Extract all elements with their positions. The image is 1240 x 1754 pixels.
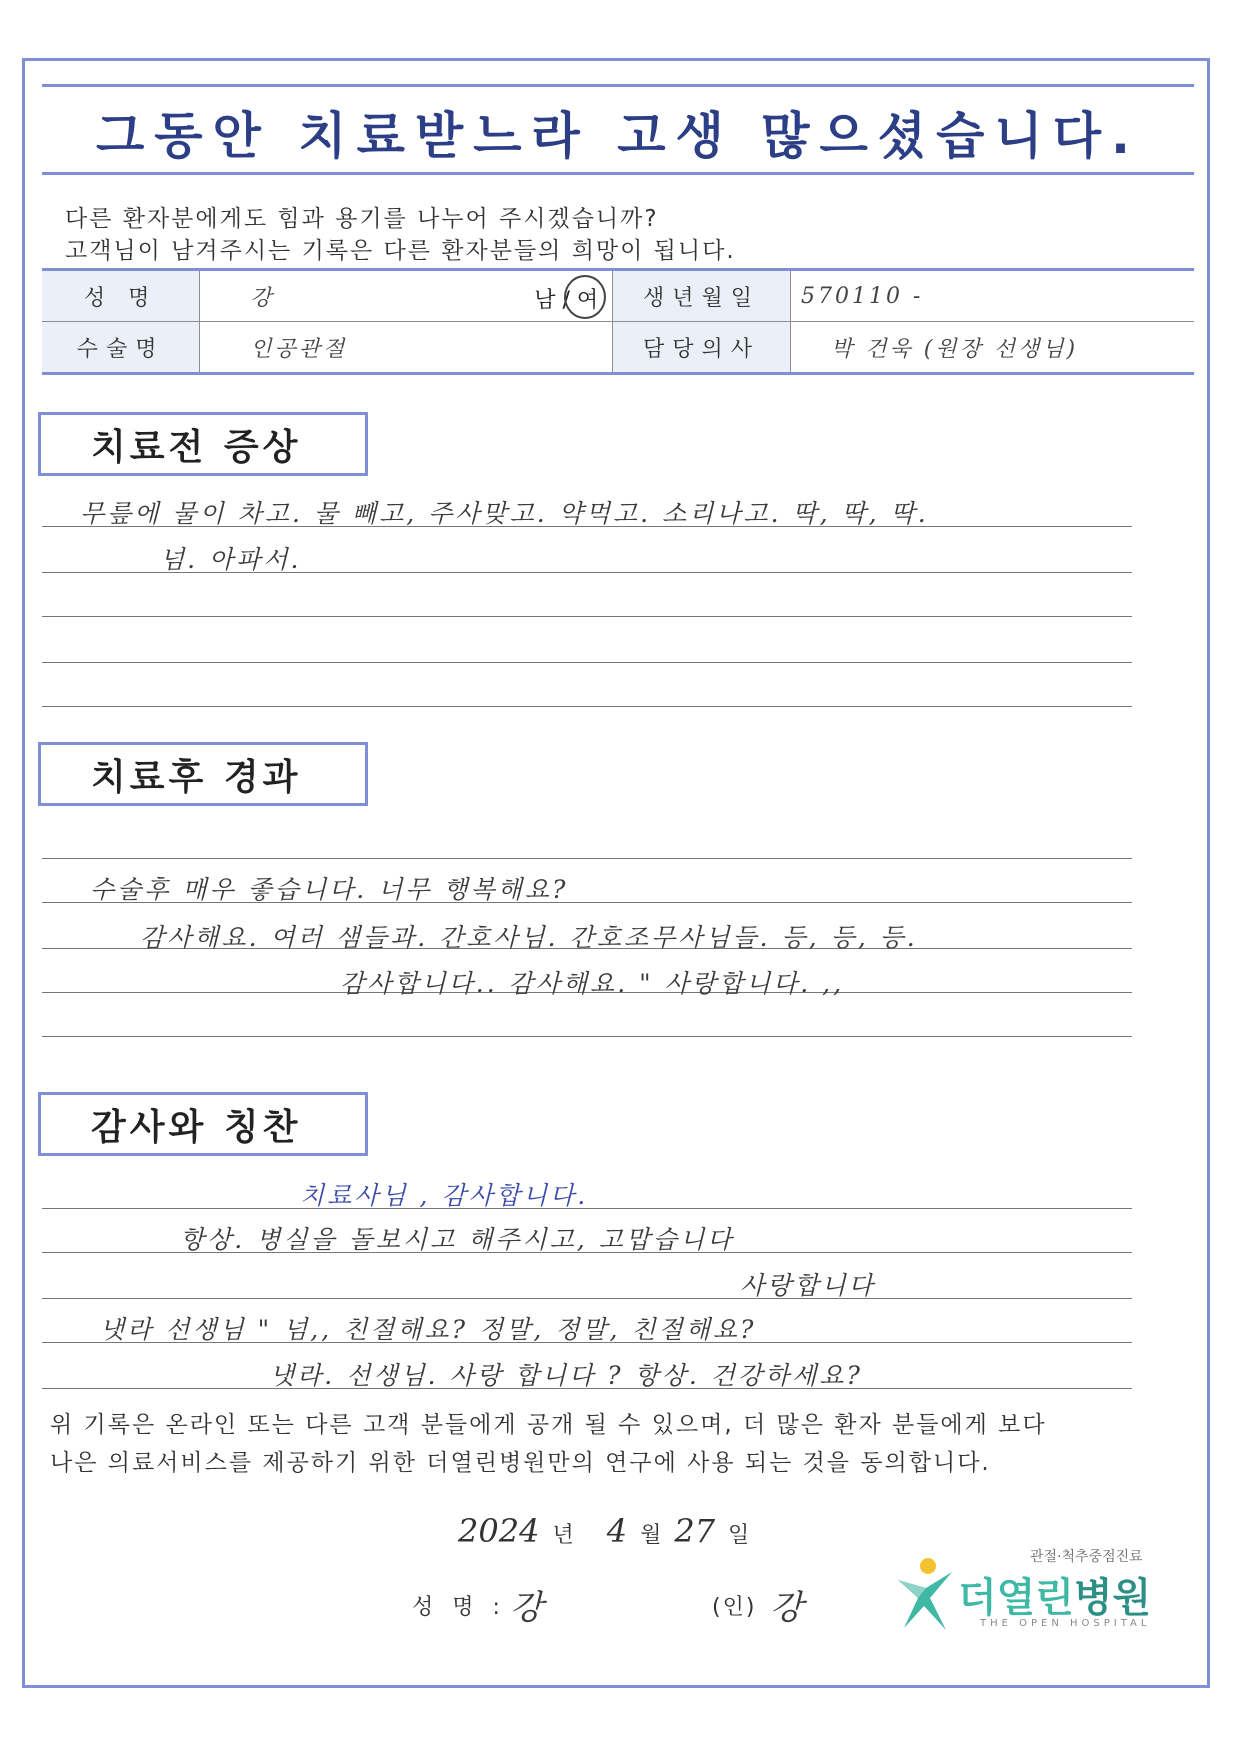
gender-label: 남 / 여 <box>534 288 599 313</box>
name-label: 성 명 <box>42 270 200 322</box>
writing-line <box>42 1036 1132 1037</box>
writing-line <box>42 706 1132 707</box>
writing-line <box>42 662 1132 663</box>
before-text-line-1: 무릎에 물이 차고. 물 빼고, 주사맞고. 약먹고. 소리나고. 딱, 딱, 딱. <box>80 499 929 528</box>
logo-english: THE OPEN HOSPITAL <box>980 1618 1151 1629</box>
gender-selected-circle <box>564 275 606 319</box>
after-heading: 치료후 경과 <box>38 742 368 806</box>
page-title: 그동안 치료받느라 고생 많으셨습니다. <box>95 107 1140 165</box>
title-bottom-rule <box>42 172 1194 175</box>
birth-cell <box>790 270 1194 322</box>
thanks-text-line-4: 냇라 선생님 " 넘,, 친절해요? 정말, 정말, 친절해요? <box>100 1315 757 1344</box>
surgery-label: 수술명 <box>42 322 200 374</box>
logo-name <box>958 1566 1151 1623</box>
doctor-cell <box>790 322 1194 374</box>
consent-line-1: 위 기록은 온라인 또는 다른 고객 분들에게 공개 될 수 있으며, 더 많은 환자 분들에게 보다 <box>50 1412 1047 1438</box>
before-heading: 치료전 증상 <box>38 412 368 476</box>
writing-line <box>42 616 1132 617</box>
after-text-line-3: 감사합니다.. 감사해요. " 사랑합니다. ,, <box>340 969 845 998</box>
doctor-value: 박 건욱 (원장 선생님) <box>830 336 1079 362</box>
date-month: 4 <box>606 1512 628 1550</box>
before-text-line-2: 넘. 아파서. <box>160 545 302 574</box>
name-value: 강 <box>250 285 275 311</box>
title-top-rule <box>42 84 1194 87</box>
intro-line-1: 다른 환자분에게도 힘과 용기를 나누어 주시겠습니까? <box>65 206 659 232</box>
birth-value: 570110 - <box>800 283 924 309</box>
logo-figure-icon <box>890 1554 960 1634</box>
signature-name-value: 강 <box>510 1588 546 1628</box>
thanks-text-line-5: 냇라. 선생님. 사랑 합니다 ? 항상. 건강하세요? <box>270 1361 863 1390</box>
thanks-text-line-1: 치료사님 , 감사합니다. <box>300 1181 589 1210</box>
thanks-heading: 감사와 칭찬 <box>38 1092 368 1156</box>
birth-label: 생년월일 <box>613 270 791 322</box>
writing-line <box>42 858 1132 859</box>
thanks-text-line-2: 항상. 병실을 돌보시고 해주시고, 고맙습니다 <box>180 1225 735 1254</box>
hospital-logo <box>890 1546 1160 1636</box>
consent-line-2: 나은 의료서비스를 제공하기 위한 더열린병원만의 연구에 사용 되는 것을 동의합니다. <box>50 1450 991 1476</box>
date-year-label: 년 <box>552 1523 574 1548</box>
after-text-line-2: 감사해요. 여러 샘들과. 간호사님. 간호조무사님들. 등, 등, 등. <box>140 923 918 952</box>
logo-name-dark: 병원 <box>1073 1575 1152 1621</box>
date-year: 2024 <box>458 1512 540 1550</box>
seal-label: (인) <box>712 1595 757 1620</box>
date-row <box>452 1512 749 1550</box>
doctor-label: 담당의사 <box>613 322 791 374</box>
intro-line-2: 고객님이 남겨주시는 기록은 다른 환자분들의 희망이 됩니다. <box>65 238 736 264</box>
thanks-text-line-3: 사랑합니다 <box>740 1271 876 1300</box>
after-text-line-1: 수술후 매우 좋습니다. 너무 행복해요? <box>90 875 569 904</box>
surgery-cell <box>200 322 613 374</box>
seal-value: 강 <box>770 1588 806 1628</box>
logo-subtitle: 관절·척추중점진료 <box>1030 1549 1143 1565</box>
date-day-label: 일 <box>728 1523 750 1548</box>
patient-info-table <box>42 268 1194 375</box>
logo-name-light: 더열린 <box>958 1575 1074 1621</box>
name-cell <box>200 270 613 322</box>
date-day: 27 <box>674 1512 716 1550</box>
surgery-value: 인공관절 <box>250 336 348 362</box>
signature-name-label: 성 명 : <box>412 1595 506 1620</box>
writing-line <box>42 1298 1132 1299</box>
date-month-label: 월 <box>640 1523 662 1548</box>
